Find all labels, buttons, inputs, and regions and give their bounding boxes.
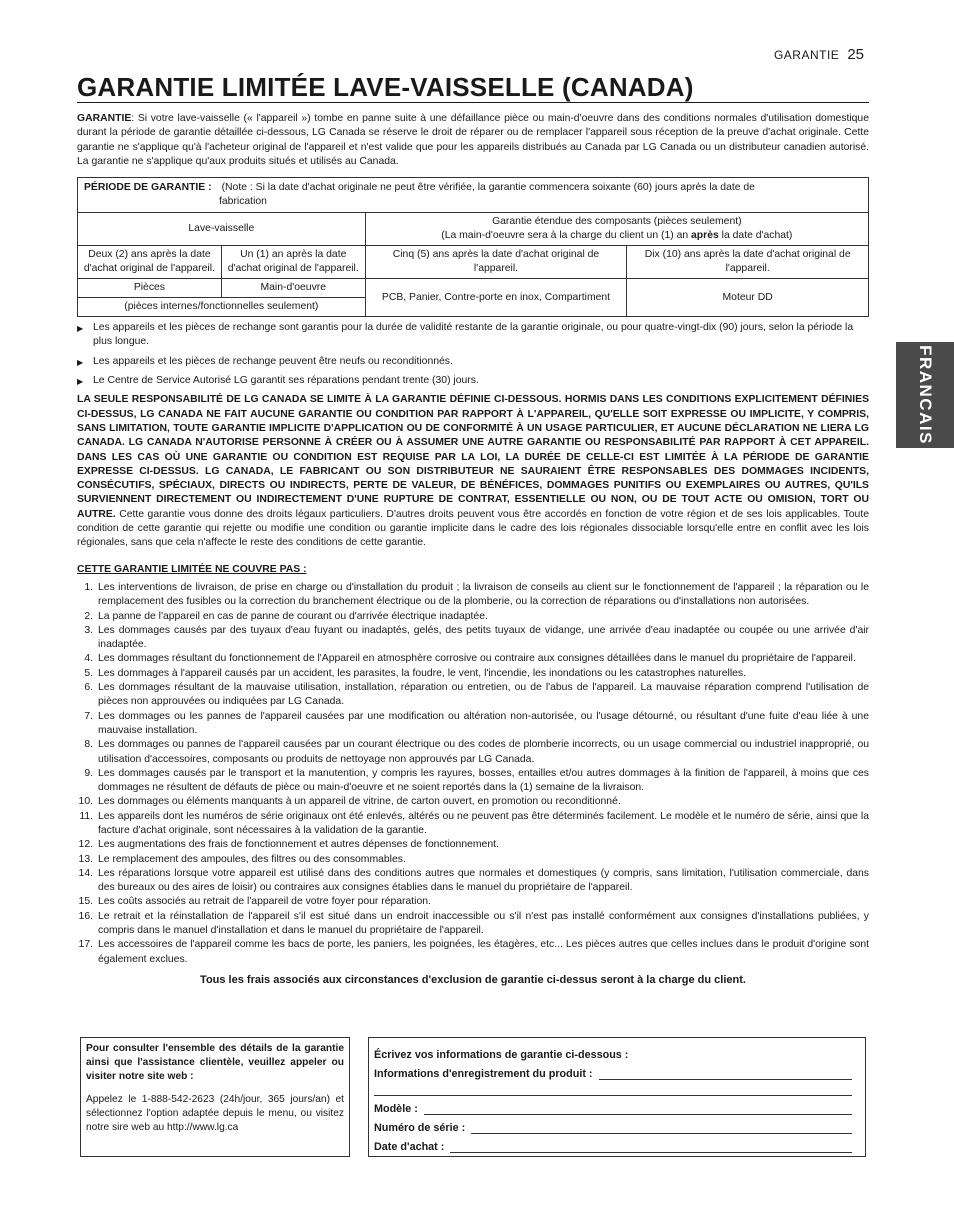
warranty-period-label: PÉRIODE DE GARANTIE : [84, 182, 212, 194]
title-rule [77, 102, 869, 103]
item-number: 2. [84, 610, 93, 622]
list-item [77, 738, 869, 767]
item-text: Les dommages ou pannes de l'appareil causées par un courant électrique ou des codes de plomberie incorrects, ou un usage commercial ou industriel inapproprié, ou utilisation d'accessoires, composants ou produits de nettoyage non approuvés par LG Canada. [98, 739, 869, 765]
ten-year-parts: Moteur DD [627, 279, 869, 317]
item-text: La panne de l'appareil en cas de panne de courant ou d'arrivée électrique inadaptée. [98, 610, 488, 622]
serial-label: Numéro de série : [374, 1122, 466, 1134]
intro-paragraph [77, 112, 869, 169]
registration-line[interactable] [599, 1070, 852, 1080]
serial-row [374, 1115, 860, 1134]
triangle-bullet-icon: ▶ [77, 324, 84, 334]
intro-label: GARANTIE [77, 113, 132, 124]
extended-warranty-title: Garantie étendue des composants (pièces seulement) [492, 216, 742, 228]
item-number: 6. [84, 682, 93, 694]
item-number: 13. [78, 853, 93, 865]
extended-note-a: (La main-d'oeuvre sera à la charge du client un (1) an [441, 230, 689, 242]
bullet-text: Le Centre de Service Autorisé LG garantit ses réparations pendant trente (30) jours. [93, 375, 479, 387]
registration-row [374, 1061, 860, 1080]
triangle-bullet-icon: ▶ [77, 357, 84, 367]
registration-label: Informations d'enregistrement du produit : [374, 1068, 593, 1080]
item-text: Les dommages ou éléments manquants à un appareil de vitrine, de carton ouvert, en promotion ou reconditionné. [98, 796, 621, 808]
bullet-text: Les appareils et les pièces de rechange peuvent être neufs ou reconditionnés. [93, 355, 453, 367]
list-item [77, 867, 869, 896]
language-tab [896, 342, 954, 448]
bullet-text: Les appareils et les pièces de rechange sont garantis pour la durée de validité restante de la garantie originale, ou pour quatre-vingt-dix (90) jours, selon la période la plus longue. [93, 322, 854, 348]
triangle-bullet-icon: ▶ [77, 377, 84, 387]
page-number: 25 [847, 46, 864, 63]
item-text: Les accessoires de l'appareil comme les bacs de porte, les paniers, les poignées, les étagères, etc... Les pièces autres que celles inclues dans le produit d'origine sont également exclues. [98, 939, 869, 965]
disclaimer-caps: LA SEULE RESPONSABILITÉ DE LG CANADA SE LIMITE À LA GARANTIE DÉFINIE CI-DESSOUS. HORMIS DANS LES CONDITIONS EXPLICITEMENT DÉFINIES CI-DESSUS, LG CANADA NE FAIT AUCUNE GARANTIE OU CONDITION PAR RAPPORT À L'APPAREIL, QU'ELLE SOIT EXPRESSE OU IMPLICITE, Y COMPRIS, SANS LIMITATION, TOUTE GARANTIE IMPLICITE D'APPLICATION OU DE CONFORMITÉ À UN USAGE PARTICULIER, ET AUCUNE DÉCLARATION NE LIERA LG CANADA. LG CANADA N'AUTORISE PERSONNE À CRÉER OU À ASSUMER UNE AUTRE GARANTIE OU RESPONSABILITÉ PAR RAPPORT À CET APPAREIL. DANS LES CAS OÙ UNE GARANTIE OU CONDITION EST REQUISE PAR LA LOI, LA DURÉE DE CELLE-CI EST LIMITÉE À LA PÉRIODE DE GARANTIE EXPRESSE CI-DESSUS. LG CANADA, LE FABRICANT OU SON DISTRIBUTEUR NE SAURAIENT ÊTRE RESPONSABLES DES DOMMAGES INCIDENTS, CONSÉCUTIFS, SPÉCIAUX, DIRECTS OU INDIRECTS, PERTE DE VALEUR, DE BÉNÉFICES, DOMMAGES PUNITIFS OU EXEMPLAIRES OU AUTRES, QU'ILS SURVIENNENT DIRECTEMENT OU INDIRECTEMENT D'UNE RUPTURE DE CONTRAT, ESSENTIELLE OU NON, OU DE TOUT ACTE OU OMISION, TORT OU AUTRE. [77, 394, 869, 520]
warranty-content [77, 112, 869, 987]
item-number: 3. [84, 624, 93, 636]
item-number: 8. [84, 739, 93, 751]
dishwasher-header: Lave-vaisselle [78, 213, 366, 246]
item-number: 16. [78, 910, 93, 922]
internal-parts-note: (pièces internes/fonctionnelles seulement) [78, 298, 366, 317]
item-number: 17. [78, 939, 93, 951]
item-number: 7. [84, 710, 93, 722]
list-item [77, 838, 869, 852]
list-item [77, 374, 869, 388]
item-text: Les dommages résultant de la mauvaise utilisation, installation, réparation ou entretien, ou de l'abus de l'appareil. La mauvaise réparation comprend l'utilisation de pièces non approuvées ou indiquées par LG Canada. [98, 682, 869, 708]
five-year-duration: Cinq (5) ans après la date d'achat original de l'appareil. [365, 246, 627, 279]
item-number: 12. [78, 839, 93, 851]
warranty-period-note: (Note : Si la date d'achat originale ne peut être vérifiée, la garantie commencera soixante (60) jours après la date de [221, 182, 755, 194]
list-item [77, 581, 869, 610]
model-line[interactable] [424, 1105, 852, 1115]
list-item [77, 667, 869, 681]
item-number: 10. [78, 796, 93, 808]
item-number: 11. [79, 810, 93, 822]
item-number: 15. [78, 896, 93, 908]
item-number: 4. [84, 653, 93, 665]
list-item [77, 853, 869, 867]
item-text: Les interventions de livraison, de prise en charge ou d'installation du produit ; la livraison de conseils au client sur le fonctionnement de l'appareil ; la réparation ou le remplacement des fusibles ou la correction du branchement électrique ou de la plomberie, ou la correction de réparations ou d'installations non autorisées. [98, 581, 869, 608]
exclusions-title: CETTE GARANTIE LIMITÉE NE COUVRE PAS : [77, 563, 307, 575]
registration-line-2[interactable] [374, 1080, 852, 1096]
purchase-date-row [374, 1134, 860, 1153]
labor-duration: Un (1) an après la date d'achat original de l'appareil. [221, 246, 365, 279]
item-text: Le retrait et la réinstallation de l'appareil s'il est situé dans un endroit inaccessible ou s'il n'est pas installé conformément aux consignes d'installations publiées, y compris dans le manuel d'installation et dans le manuel du propriétaire de l'appareil. [98, 910, 869, 937]
contact-box-title: Pour consulter l'ensemble des détails de la garantie ainsi que l'assistance clientèle, veuillez appeler ou visiter notre site web : [86, 1043, 344, 1082]
item-text: Les coûts associés au retrait de l'appareil de votre foyer pour réparation. [98, 896, 431, 908]
disclaimer-normal: Cette garantie vous donne des droits légaux particuliers. D'autres droits peuvent vous être accordés en fonction de votre région et de ses lois applicables. Toute condition de cette garantie qui rejette ou modifie une condition ou garantie implicite dans le cadre des lois régionales dissociable lorsqu'elle entre en conflit avec les lois régionales, sans que cela n'affecte le reste des conditions de cette garantie. [77, 508, 869, 549]
intro-text: : Si votre lave-vaisselle (« l'appareil ») tombe en panne suite à une défaillance pièce ou main-d'oeuvre dans des conditions normales d'utilisation domestique durant la période de garantie détaillée ci-dessous, LG Canada se réserve le droit de réparer ou de remplacer l'appareil sous réception de la preuve d'achat originale. Cette garantie ne s'applique qu'à l'acheteur original de l'appareil et n'est valide que pour les appareils distribués au Canada par LG Canada ou un distributeur canadien autorisé. La garantie ne s'applique qu'aux produits situés et utilisés au Canada. [77, 113, 869, 167]
list-item [77, 910, 869, 939]
list-item [77, 767, 869, 796]
list-item [77, 624, 869, 653]
form-title: Écrivez vos informations de garantie ci-dessous : [374, 1049, 629, 1061]
item-text: Les dommages ou les pannes de l'appareil causées par une modification ou altération non-autorisée, ou l'usage détourné, ou résultant d'une fuite d'eau liée à une mauvaise installation. [98, 710, 869, 736]
item-text: Les dommages résultant du fonctionnement de l'Appareil en atmosphère corrosive ou contraire aux consignes détaillées dans le manuel du propriétaire de l'appareil. [98, 653, 856, 665]
liability-disclaimer [77, 393, 869, 550]
item-text: Les dommages causés par des tuyaux d'eau fuyant ou inadaptés, gelés, des petits tuyaux de vidange, une arrivée d'eau inadaptée ou coupée ou une arrivée d'air inadaptée. [98, 624, 869, 651]
parts-duration: Deux (2) ans après la date d'achat original de l'appareil. [78, 246, 222, 279]
item-number: 14. [78, 867, 93, 879]
labor-label: Main-d'oeuvre [221, 279, 365, 298]
parts-label: Pièces [78, 279, 222, 298]
item-text: Les réparations lorsque votre appareil est utilisé dans des conditions autres que normales et domestiques (y compris, sans limitation, l'utilisation commerciale, dans des bureaux ou des aires de loisir) ou contraires aux consignes établies dans le manuel du propriétaire de l'appareil. [98, 867, 869, 894]
list-item [77, 610, 869, 624]
list-item [77, 355, 869, 369]
list-item [77, 321, 869, 350]
warranty-period-cell [78, 178, 869, 213]
list-item [77, 810, 869, 839]
serial-line[interactable] [471, 1124, 852, 1134]
list-item [77, 710, 869, 739]
five-year-parts: PCB, Panier, Contre-porte en inox, Compartiment [365, 279, 627, 317]
list-item [77, 895, 869, 909]
client-charge-note: Tous les frais associés aux circonstances d'exclusion de garantie ci-dessus seront à la charge du client. [200, 973, 746, 986]
item-text: Les augmentations des frais de fonctionnement et autres dépenses de fonctionnement. [98, 839, 499, 851]
language-tab-label: FRANCAIS [916, 345, 935, 445]
section-name: GARANTIE [773, 48, 840, 62]
item-text: Le remplacement des ampoules, des filtres ou des consommables. [98, 853, 406, 865]
list-item [77, 938, 869, 967]
warranty-period-note-cont: fabrication [219, 196, 267, 208]
purchase-date-line[interactable] [450, 1143, 852, 1153]
extended-note-c: la date d'achat) [721, 230, 793, 242]
extended-note-b: après [691, 230, 719, 242]
contact-box-body: Appelez le 1-888-542-2623 (24h/jour, 365 jours/an) et sélectionnez l'option adaptée depuis le menu, ou visitez notre sire web au http://www.lg.ca [86, 1094, 344, 1133]
warranty-info-form [368, 1037, 866, 1157]
ten-year-duration: Dix (10) ans après la date d'achat original de l'appareil. [627, 246, 869, 279]
model-label: Modèle : [374, 1103, 418, 1115]
warranty-bullets [77, 321, 869, 388]
item-number: 1. [84, 581, 93, 593]
contact-box [80, 1037, 350, 1157]
item-text: Les dommages à l'appareil causés par un accident, les parasites, la foudre, le vent, l'incendie, les inondations ou les catastrophes naturelles. [98, 667, 746, 679]
purchase-date-label: Date d'achat : [374, 1141, 445, 1153]
page-header [774, 46, 864, 63]
extended-warranty-header [365, 213, 868, 246]
item-number: 5. [84, 667, 93, 679]
item-number: 9. [84, 767, 93, 779]
list-item [77, 795, 869, 809]
extended-warranty-subtitle [370, 229, 864, 243]
form-title-row [374, 1042, 860, 1061]
page-title: GARANTIE LIMITÉE LAVE-VAISSELLE (CANADA) [77, 72, 694, 102]
item-text: Les dommages causés par le transport et la manutention, y compris les rayures, bosses, entailles et/ou autres dommages à la finition de l'appareil, à moins que ces dommages ne résultent de défauts de pièce ou main-d'oeuvre et ne soient reportés dans la (1) semaine de la livraison. [98, 767, 869, 794]
item-text: Les appareils dont les numéros de série originaux ont été enlevés, altérés ou ne peuvent pas être déterminés facilement. Le modèle et le numéro de série, ainsi que la facture d'achat originale, sont nécessaires à la validation de la garantie. [98, 810, 869, 836]
exclusions-list [77, 581, 869, 967]
model-row [374, 1096, 860, 1115]
list-item [77, 681, 869, 710]
list-item [77, 652, 869, 666]
warranty-table [77, 177, 869, 317]
